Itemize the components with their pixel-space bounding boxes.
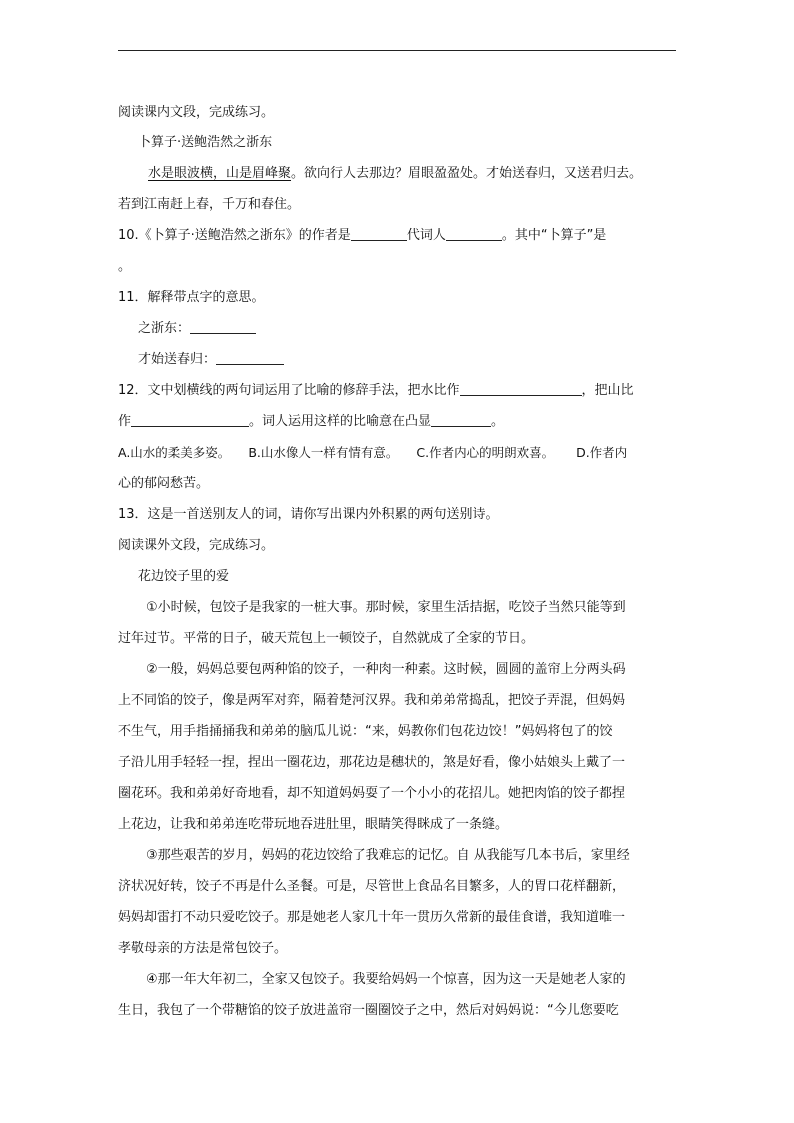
question-12-options: [118, 443, 627, 463]
question-11-item-2: 才始送春归：: [138, 350, 284, 370]
paragraph-3-line: 济状况好转，饺子不再是什么圣餐。可是，尽管世上食品名目繁多，人的胃口花样翻新，: [118, 879, 626, 894]
answer-blank[interactable]: [431, 412, 491, 427]
paragraph-2-line: 圈花环。我和弟弟好奇地看，却不知道妈妈耍了一个小小的花招儿。她把肉馅的饺子都捏: [118, 786, 626, 801]
answer-blank[interactable]: [460, 381, 582, 396]
article-title: 花边饺子里的爱: [138, 569, 230, 584]
question-11: 11．解释带点字的意思。: [118, 290, 265, 305]
question-10: 10.《卜算子·送鲍浩然之浙东》的作者是 代词人 。其中“卜算子”是: [118, 228, 607, 243]
paragraph-3-line: ③那些艰苦的岁月，妈妈的花边饺给了我难忘的记忆。自 从我能写几本书后，家里经: [146, 848, 630, 863]
option-c[interactable]: C.作者内心的明朗欢喜。: [416, 445, 555, 460]
paragraph-2-line: ②一般，妈妈总要包两种馅的饺子，一种肉一种素。这时候，圆圆的盖帘上分两头码: [146, 662, 626, 677]
section2-intro: 阅读课外文段，完成练习。: [118, 538, 275, 553]
question-12-line-2: 作 。词人运用这样的比喻意在凸显 。: [118, 414, 505, 429]
poem-line-2: 若到江南赶上春，千万和春住。: [118, 197, 301, 212]
option-d[interactable]: D.作者内: [576, 445, 628, 460]
paragraph-2-line: 上花边，让我和弟弟连吃带玩地吞进肚里，眼睛笑得眯成了一条缝。: [118, 817, 509, 832]
paragraph-2-line: 子沿儿用手轻轻一捏，捏出一圈花边，那花边是穗状的，煞是好看，像小姑娘头上戴了一: [118, 755, 626, 770]
answer-blank[interactable]: [190, 319, 256, 334]
poem-title: 卜算子·送鲍浩然之浙东: [138, 135, 273, 150]
question-12-options-continuation: 心的郁闷愁苦。: [118, 476, 210, 491]
poem-line-1-rest: 。欲向行人去那边？眉眼盈盈处。才始送春归，又送君归去。: [291, 166, 643, 181]
option-a[interactable]: A.山水的柔美多姿。: [118, 445, 231, 460]
paragraph-4-line: 生日，我包了一个带糖馅的饺子放进盖帘一圈圈饺子之中，然后对妈妈说：“今儿您要吃: [118, 1003, 619, 1018]
paragraph-1-line: ①小时候，包饺子是我家的一桩大事。那时候，家里生活拮据，吃饺子当然只能等到: [146, 600, 626, 615]
section1-intro: 阅读课内文段，完成练习。: [118, 105, 275, 120]
paragraph-1-line: 过年过节。平常的日子，破天荒包上一顿饺子，自然就成了全家的节日。: [118, 631, 535, 646]
poem-underlined-lines: 水是眼波横，山是眉峰聚: [148, 166, 292, 181]
paragraph-3-line: 孝敬母亲的方法是常包饺子。: [118, 941, 288, 956]
paragraph-3-line: 妈妈却雷打不动只爱吃饺子。那是她老人家几十年一贯历久常新的最佳食谱，我知道唯一: [118, 910, 626, 925]
paragraph-2-line: 不生气，用手指捅捅我和弟弟的脑瓜儿说：“来，妈教你们包花边饺！”妈妈将包了的饺: [118, 724, 613, 739]
answer-blank[interactable]: [216, 350, 284, 365]
answer-blank[interactable]: [351, 226, 407, 241]
question-11-item-1: 之浙东：: [138, 319, 256, 339]
question-10-continuation: 。: [118, 259, 132, 274]
poem-line-1: [148, 164, 642, 184]
paragraph-2-line: 上不同馅的饺子，像是两军对弈，隔着楚河汉界。我和弟弟常捣乱，把饺子弄混，但妈妈: [118, 693, 626, 708]
question-12-line-1: 12．文中划横线的两句词运用了比喻的修辞手法，把水比作 ，把山比: [118, 383, 634, 398]
answer-blank[interactable]: [446, 226, 502, 241]
answer-blank[interactable]: [131, 412, 249, 427]
header-rule: [118, 50, 676, 51]
question-13: 13．这是一首送别友人的词，请你写出课内外积累的两句送别诗。: [118, 507, 499, 522]
option-b[interactable]: B.山水像人一样有情有意。: [248, 445, 399, 460]
paragraph-4-line: ④那一年大年初二，全家又包饺子。我要给妈妈一个惊喜，因为这一天是她老人家的: [146, 972, 626, 987]
